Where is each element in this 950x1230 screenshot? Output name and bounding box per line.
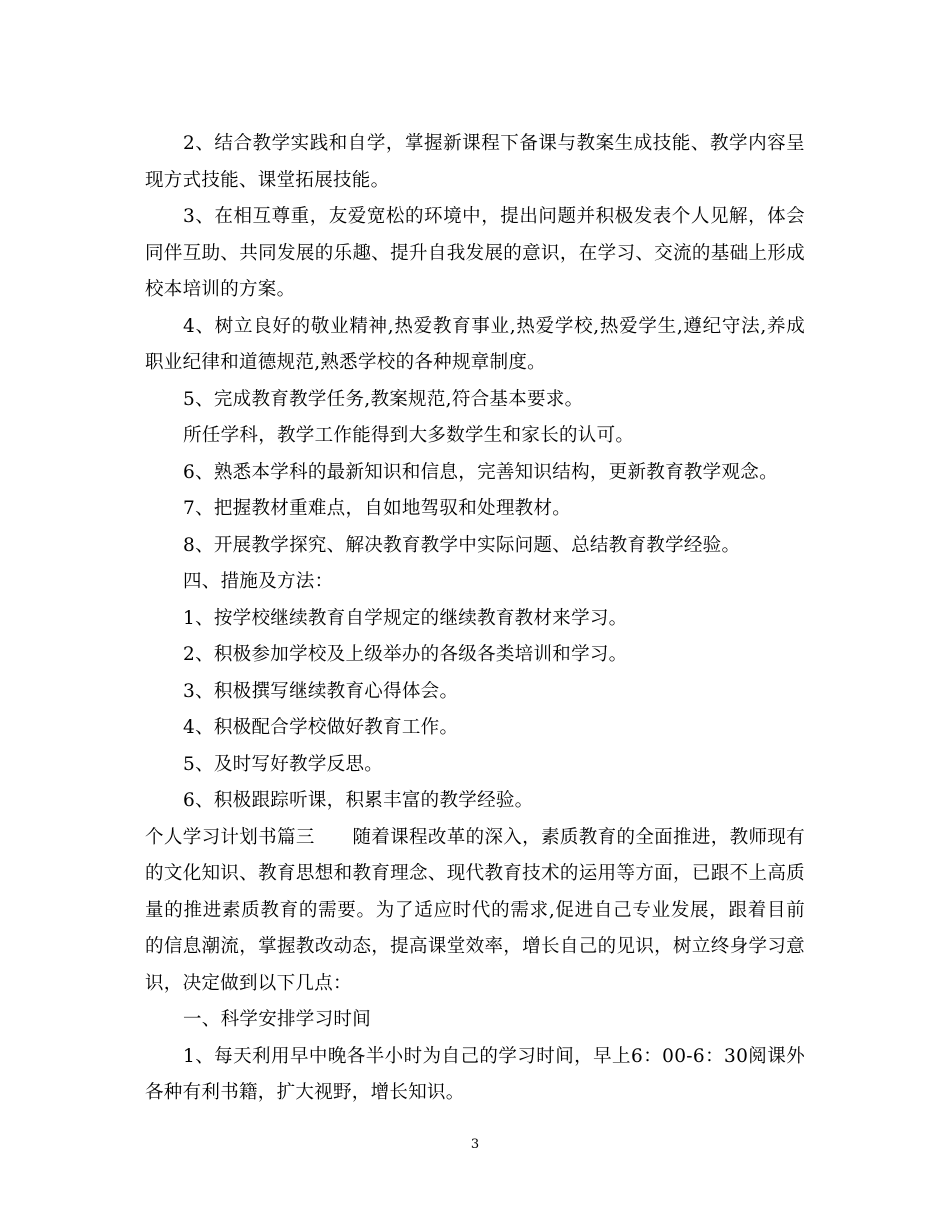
paragraph: 8、开展教学探究、解决教育教学中实际问题、总结教育教学经验。 — [183, 534, 741, 556]
paragraph: 2、结合教学实践和自学，掌握新课程下备课与教案生成技能、教学内容呈现方式技能、课堂拓展技能。 — [145, 133, 805, 191]
section-heading: 四、措施及方法： — [183, 571, 334, 592]
document-body — [145, 126, 805, 1112]
paragraph: 3、积极撰写继续教育心得体会。 — [183, 680, 459, 702]
paragraph: 5、完成教育教学任务,教案规范,符合基本要求。 — [183, 388, 584, 410]
page-number: 3 — [470, 1137, 480, 1152]
paragraph: 所任学科，教学工作能得到大多数学生和家长的认可。 — [183, 425, 635, 446]
paragraph: 1、按学校继续教育自学规定的继续教育教材来学习。 — [183, 607, 628, 629]
paragraph: 1、每天利用早中晚各半小时为自己的学习时间，早上6：00-6：30阅课外各种有利书籍，扩大视野，增长知识。 — [145, 1045, 805, 1103]
paragraph: 4、积极配合学校做好教育工作。 — [183, 717, 459, 738]
paragraph: 2、积极参加学校及上级举办的各级各类培训和学习。 — [183, 644, 628, 665]
paragraph: 个人学习计划书篇三 随着课程改革的深入，素质教育的全面推进，教师现有的文化知识、教育思想和教育理念、现代教育技术的运用等方面，已跟不上高质量的推进素质教育的需要。为了适应时代的需求,促进自己专业发展，跟着目前的信息潮流，掌握教改动态，提高课堂效率，增长自己的见识，树立终身学习意识，决定做到以下几点： — [145, 826, 805, 994]
paragraph: 6、熟悉本学科的最新知识和信息，完善知识结构，更新教育教学观念。 — [183, 461, 778, 483]
paragraph: 3、在相互尊重，友爱宽松的环境中，提出问题并积极发表个人见解，体会同伴互助、共同发展的乐趣、提升自我发展的意识，在学习、交流的基础上形成校本培训的方案。 — [145, 206, 805, 300]
paragraph: 7、把握教材重难点，自如地驾驭和处理教材。 — [183, 498, 572, 519]
section-heading: 一、科学安排学习时间 — [183, 1009, 372, 1030]
paragraph: 6、积极跟踪听课，积累丰富的教学经验。 — [183, 790, 534, 811]
paragraph: 5、及时写好教学反思。 — [183, 753, 384, 775]
paragraph: 4、树立良好的敬业精神,热爱教育事业,热爱学校,热爱学生,遵纪守法,养成职业纪律和道德规范,熟悉学校的各种规章制度。 — [145, 315, 805, 373]
